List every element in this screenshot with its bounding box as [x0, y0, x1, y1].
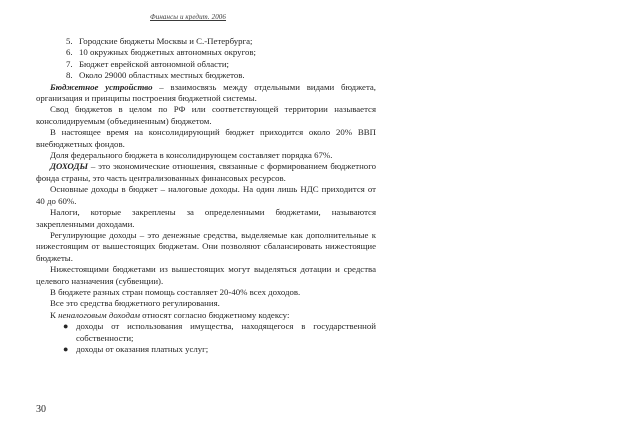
list-item-text: доходы от использования имущества, находящегося в государственной собственности;: [76, 321, 376, 343]
list-item: [36, 344, 376, 355]
list-item: [36, 36, 376, 47]
list-item-number: 7.: [66, 58, 73, 69]
list-item-text: Бюджет еврейской автономной области;: [79, 58, 230, 69]
list-item-number: 5.: [66, 36, 73, 46]
list-item: [36, 47, 376, 58]
page-number: 30: [36, 404, 46, 415]
paragraph-non-tax: [36, 310, 376, 321]
paragraph-subsidies: Нижестоящими бюджетами из вышестоящих могут выделяться дотации и средства целевого назначения (субвенции).: [36, 264, 376, 286]
list-item-text: доходы от оказания платных услуг;: [76, 343, 209, 354]
list-item: [36, 70, 376, 81]
paragraph-text: – это экономические отношения, связанные с формированием бюджетного фонда страны, это часть централизованных финансовых ресурсов.: [36, 161, 376, 183]
running-header: Финансы и кредит. 2006: [150, 13, 227, 21]
term-revenues: ДОХОДЫ: [50, 161, 89, 172]
list-item: [36, 59, 376, 70]
paragraph-text: относят согласно бюджетному кодексу:: [139, 309, 290, 320]
body-text: [36, 36, 376, 355]
term-budget-structure: Бюджетное устройство: [50, 81, 153, 92]
paragraph-tax-revenues: Основные доходы в бюджет – налоговые доходы. На один лишь НДС приходится от 40 до 60%.: [36, 184, 376, 206]
list-item-number: 6.: [66, 47, 73, 58]
non-tax-list: [36, 321, 376, 355]
list-item-number: 8.: [66, 70, 73, 81]
paragraph-regulating-revenues: Регулирующие доходы – это денежные средства, выделяемые как дополнительные к нижестоящим от вышестоящих бюджетам. Они позволяют сбалансировать нижестоящие бюджеты.: [36, 229, 376, 263]
paragraph-aid-share: В бюджете разных стран помощь составляет 20-40% всех доходов.: [50, 286, 301, 297]
paragraph-revenues: [36, 161, 376, 184]
paragraph-consolidated-share: В настоящее время на консолидирующий бюджет приходится около 20% ВВП внебюджетных фондов.: [36, 127, 376, 149]
list-item-text: Около 29000 областных местных бюджетов.: [79, 70, 245, 81]
paragraph-text: К: [50, 309, 59, 320]
term-non-tax-revenues: неналоговым доходам: [58, 309, 140, 320]
paragraph-federal-share: Доля федерального бюджета в консолидирующем составляет порядка 67%.: [50, 150, 333, 161]
bullet-icon: ●: [63, 321, 69, 332]
budget-list: [36, 36, 376, 82]
list-item-text: Городские бюджеты Москвы и С.-Петербурга;: [79, 36, 253, 46]
list-item: [36, 321, 376, 344]
paragraph-budget-structure: [36, 82, 376, 105]
paragraph-assigned-revenues: Налоги, которые закреплены за определенными бюджетами, называются закрепленными доходами.: [36, 207, 376, 229]
list-item-text: 10 окружных бюджетных автономных округов;: [79, 47, 256, 58]
paragraph-consolidated: Свод бюджетов в целом по РФ или соответствующей территории называется консолидируемым (объединенным) бюджетом.: [36, 104, 376, 126]
bullet-icon: ●: [63, 343, 69, 354]
paragraph-text: – взаимосвязь между отдельными видами бюджета, организация и принципы построения бюджетной системы.: [36, 81, 376, 104]
paragraph-regulation: Все это средства бюджетного регулирования.: [50, 298, 220, 309]
